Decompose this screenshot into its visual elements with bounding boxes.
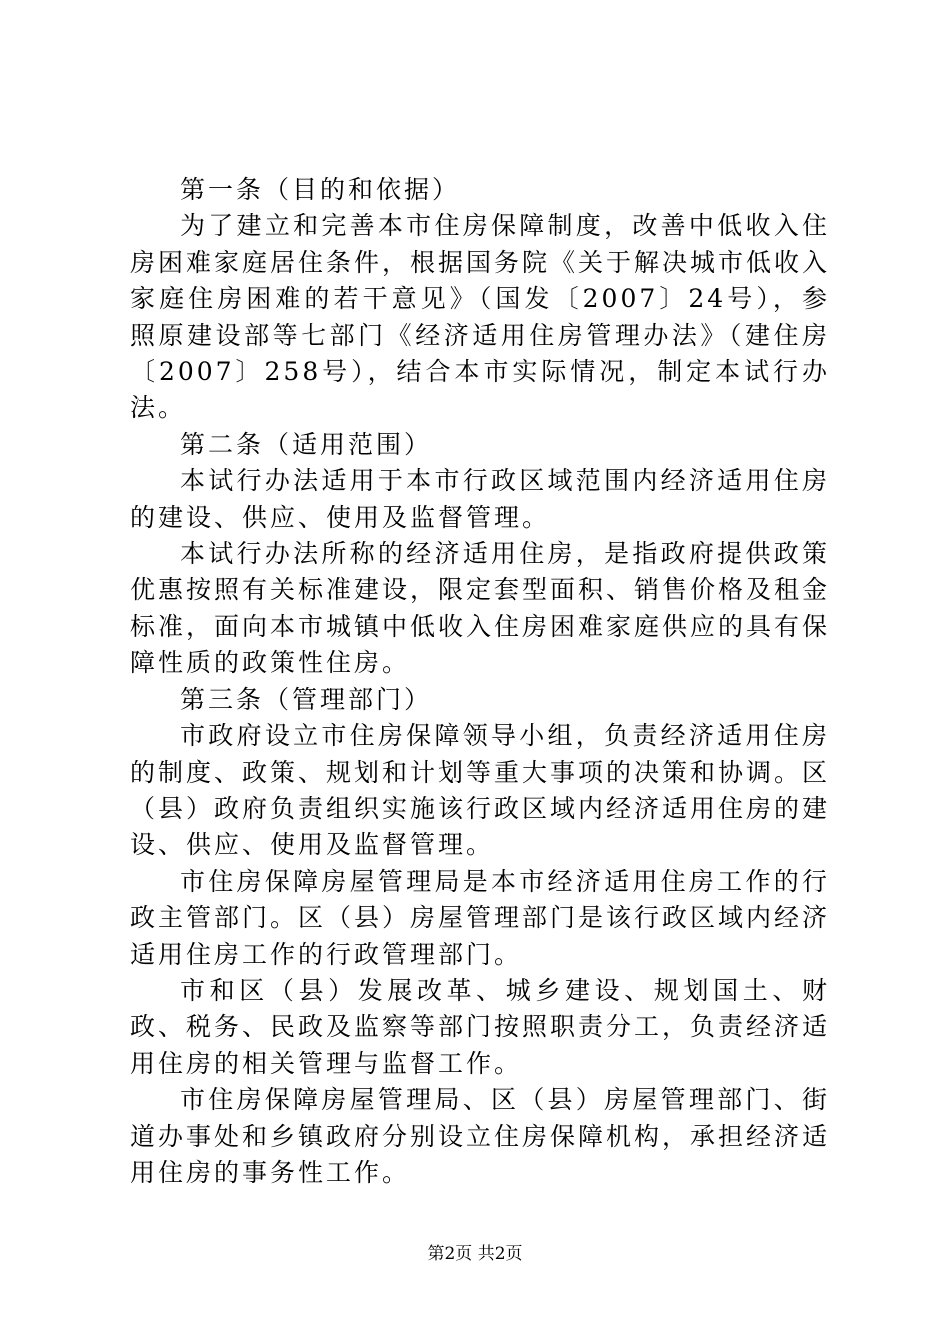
article-3-paragraph-4: 市住房保障房屋管理局、区（县）房屋管理部门、街道办事处和乡镇政府分别设立住房保障机构，承担经济适用住房的事务性工作。 <box>130 1085 831 1187</box>
article-3-paragraph-2: 市住房保障房屋管理局是本市经济适用住房工作的行政主管部门。区（县）房屋管理部门是该行政区域内经济适用住房工作的行政管理部门。 <box>130 866 831 969</box>
page-total: 共2页 <box>477 1244 523 1264</box>
document-body <box>130 172 830 1191</box>
page-number: 第2页 <box>427 1244 473 1264</box>
article-3-paragraph-3: 市和区（县）发展改革、城乡建设、规划国土、财政、税务、民政及监察等部门按照职责分工，负责经济适用住房的相关管理与监督工作。 <box>130 975 831 1078</box>
article-2-paragraph-1: 本试行办法适用于本市行政区域范围内经济适用住房的建设、供应、使用及监督管理。 <box>130 466 830 532</box>
article-3-paragraph-1: 市政府设立市住房保障领导小组，负责经济适用住房的制度、政策、规划和计划等重大事项的决策和协调。区（县）政府负责组织实施该行政区域内经济适用住房的建设、供应、使用及监督管理。 <box>130 721 831 860</box>
article-1-heading: 第一条（目的和依据） <box>180 175 461 204</box>
article-1-paragraph: 为了建立和完善本市住房保障制度，改善中低收入住房困难家庭居住条件，根据国务院《关于解决城市低收入家庭住房困难的若干意见》（国发〔2007〕24号），参照原建设部等七部门《经济适用住房管理办法》（建住房〔2007〕258号），结合本市实际情况，制定本试行办法。 <box>130 211 831 423</box>
article-3-heading: 第三条（管理部门） <box>180 684 433 714</box>
article-2-paragraph-2: 本试行办法所称的经济适用住房，是指政府提供政策优惠按照有关标准建设，限定套型面积、销售价格及租金标准，面向本市城镇中低收入住房困难家庭供应的具有保障性质的政策性住房。 <box>130 539 831 678</box>
page-footer <box>0 1243 950 1265</box>
article-2-heading: 第二条（适用范围） <box>180 429 433 459</box>
